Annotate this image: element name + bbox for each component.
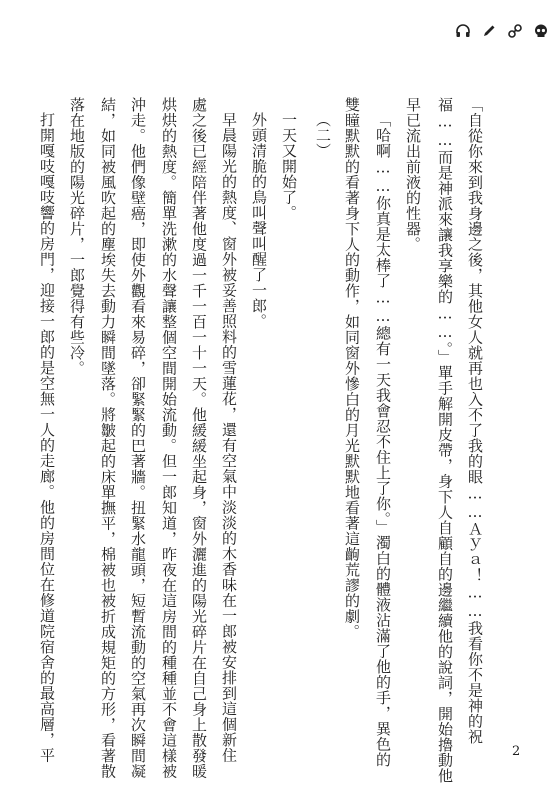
text-column: 打開嘎吱嘎吱響的房門，迎接一郎的是空無一人的走廊。他的房間位在修道院宿舍的最高層，平 (38, 112, 56, 763)
text-column: 雙瞳默默的看著身下人的動作，如同窗外慘白的月光默默地看著這齣荒謬的劇。 (343, 97, 361, 640)
text-column: 烘烘的熱度。簡單洗漱的水聲讓整個空間開始流動。但一郎知道，昨夜在這房間的種種並不會這樣被 (160, 97, 178, 779)
text-column: 「哈啊……你真是太棒了……總有一天我會忍不住上了你。」濁白的體液沾滿了他的手，異色的 (374, 112, 392, 768)
text-column: 處之後已經陪伴著他度過一千一百一十一天。他緩緩坐起身，窗外灑進的陽光碎片在自己身上散發暖 (190, 97, 208, 779)
text-column: 福……而是神派來讓我享樂的……。」單手解開皮帶，身下人自顧自的邊繼續他的說詞，開始擼動他 (436, 97, 454, 784)
link-icon[interactable] (506, 22, 524, 40)
skull-icon[interactable] (532, 22, 550, 40)
pencil-icon[interactable] (480, 22, 498, 40)
text-column: 落在地版的陽光碎片，一郎覺得有些冷。 (68, 97, 86, 376)
text-column: 沖走。他們像壁癌，即使外觀看來易碎，卻緊緊的巴著牆。扭緊水龍頭，短暫流動的空氣再次瞬間凝 (129, 97, 147, 779)
text-column: 早已流出前液的性器。 (404, 97, 422, 252)
text-column: 「自從你來到我身邊之後，其他女人就再也入不了我的眼……Ａｙａ！……我看你不是神的祝 (466, 97, 484, 745)
headphones-icon[interactable] (454, 22, 472, 40)
text-column: 外頭清脆的鳥叫聲叫醒了一郎。 (250, 112, 268, 329)
text-column: 早晨陽光的熱度、窗外被妥善照料的雪蓮花，還有空氣中淡淡的木香味在一郎被安排到這個新住 (220, 112, 238, 763)
page-number: 2 (512, 744, 521, 759)
text-column: 一天又開始了。 (280, 112, 298, 221)
text-column: 結，如同被風吹起的塵埃失去動力瞬間墜落。將皺起的床單撫平，棉被也被折成規矩的方形，看著散 (99, 97, 117, 779)
section-heading: （二） (314, 112, 332, 159)
toolbar (454, 22, 550, 40)
